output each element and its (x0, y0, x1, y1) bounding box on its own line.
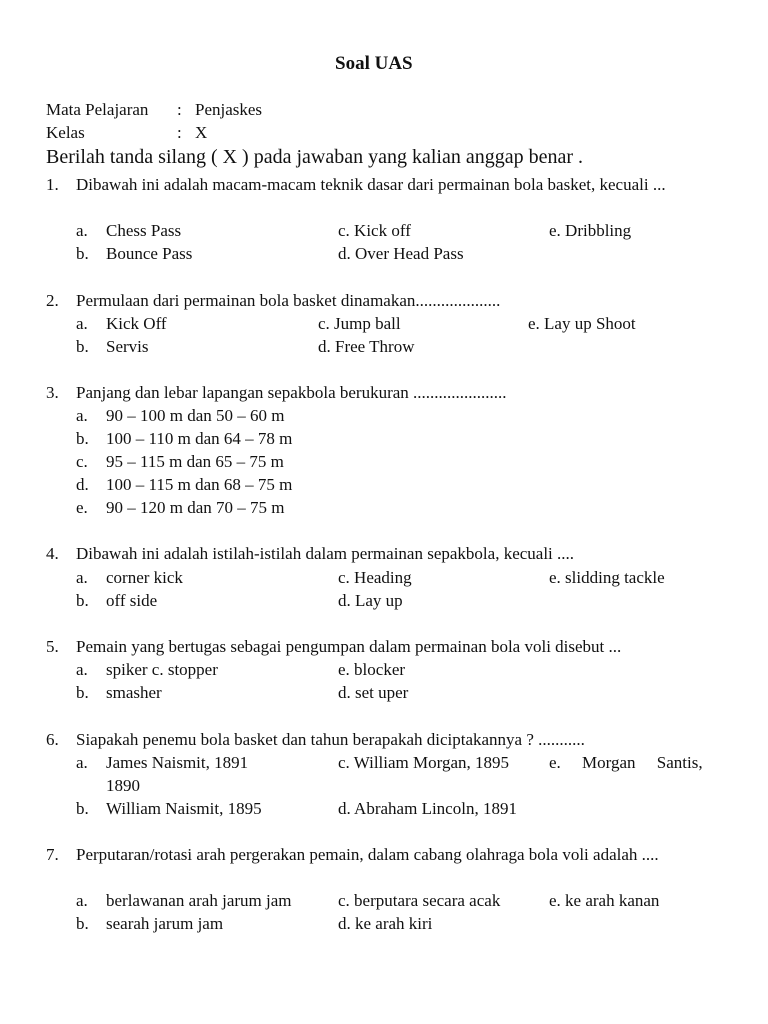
option-text: d. Over Head Pass (338, 244, 464, 263)
option-text: corner kick (106, 568, 183, 587)
option-text: e. ke arah kanan (549, 891, 660, 910)
question-text: Pemain yang bertugas sebagai pengumpan dalam permainan bola voli disebut ... (76, 637, 622, 656)
option-text: smasher (106, 683, 162, 702)
option-text: spiker c. stopper (106, 660, 218, 679)
option-text: c. Kick off (338, 221, 411, 240)
option-text: 90 – 100 m dan 50 – 60 m (106, 406, 285, 425)
question-number: 2. (46, 291, 59, 310)
option-letter: a. (76, 406, 88, 425)
option-letter: e. (76, 498, 88, 517)
option-letter: a. (76, 221, 88, 240)
meta-value-class: X (195, 123, 208, 142)
option-text: e. Lay up Shoot (528, 314, 636, 333)
option-text: Bounce Pass (106, 244, 193, 263)
option-text: 90 – 120 m dan 70 – 75 m (106, 498, 285, 517)
option-text: 95 – 115 m dan 65 – 75 m (106, 452, 284, 471)
meta-label-class: Kelas (46, 123, 85, 142)
option-letter: a. (76, 314, 88, 333)
question-number: 4. (46, 544, 59, 563)
question-number: 5. (46, 637, 59, 656)
question-text: Perputaran/rotasi arah pergerakan pemain, dalam cabang olahraga bola voli adalah .... (76, 845, 659, 864)
option-text: d. Free Throw (318, 337, 415, 356)
page-title: Soal UAS (335, 53, 413, 74)
option-text: e. slidding tackle (549, 568, 665, 587)
question-text: Panjang dan lebar lapangan sepakbola berukuran ...................... (76, 383, 507, 402)
option-text: d. Abraham Lincoln, 1891 (338, 799, 517, 818)
option-text: e. Dribbling (549, 221, 632, 240)
option-text: 1890 (106, 776, 140, 795)
option-letter: b. (76, 914, 89, 933)
option-letter: d. (76, 475, 89, 494)
option-letter: a. (76, 753, 88, 772)
option-text: Kick Off (106, 314, 167, 333)
option-text: d. Lay up (338, 591, 403, 610)
option-letter: c. (76, 452, 88, 471)
meta-value-subject: Penjaskes (195, 100, 263, 119)
option-letter: b. (76, 799, 89, 818)
option-text: searah jarum jam (106, 914, 224, 933)
question-number: 1. (46, 175, 59, 194)
option-letter: b. (76, 337, 89, 356)
option-letter: b. (76, 244, 89, 263)
option-text: off side (106, 591, 158, 610)
meta-label-subject: Mata Pelajaran (46, 100, 149, 119)
question-number: 3. (46, 383, 59, 402)
option-text: 100 – 115 m dan 68 – 75 m (106, 475, 293, 494)
option-letter: a. (76, 891, 88, 910)
question-text: Dibawah ini adalah macam-macam teknik dasar dari permainan bola basket, kecuali ... (76, 175, 666, 194)
option-text: James Naismit, 1891 (106, 753, 249, 772)
question-text: Permulaan dari permainan bola basket dinamakan.................... (76, 291, 501, 310)
option-letter: b. (76, 429, 89, 448)
option-text: c. berputara secara acak (338, 891, 501, 910)
question-number: 6. (46, 730, 59, 749)
option-text: Servis (106, 337, 149, 356)
option-text: c. Jump ball (318, 314, 401, 333)
meta-sep-subject: : (177, 100, 182, 119)
question-number: 7. (46, 845, 59, 864)
option-text: c. William Morgan, 1895 (338, 753, 510, 772)
question-text: Dibawah ini adalah istilah-istilah dalam permainan sepakbola, kecuali .... (76, 544, 575, 563)
option-text: 100 – 110 m dan 64 – 78 m (106, 429, 293, 448)
option-text: e. Morgan Santis, (549, 753, 703, 772)
option-letter: a. (76, 660, 88, 679)
option-text: c. Heading (338, 568, 412, 587)
option-text: Chess Pass (106, 221, 182, 240)
option-text: d. set uper (338, 683, 409, 702)
option-text: e. blocker (338, 660, 406, 679)
option-letter: b. (76, 683, 89, 702)
option-letter: a. (76, 568, 88, 587)
option-text: d. ke arah kiri (338, 914, 433, 933)
instruction: Berilah tanda silang ( X ) pada jawaban yang kalian anggap benar . (46, 146, 584, 168)
option-text: berlawanan arah jarum jam (106, 891, 292, 910)
option-letter: b. (76, 591, 89, 610)
question-text: Siapakah penemu bola basket dan tahun berapakah diciptakannya ? ........... (76, 730, 585, 749)
meta-sep-class: : (177, 123, 182, 142)
option-text: William Naismit, 1895 (106, 799, 262, 818)
